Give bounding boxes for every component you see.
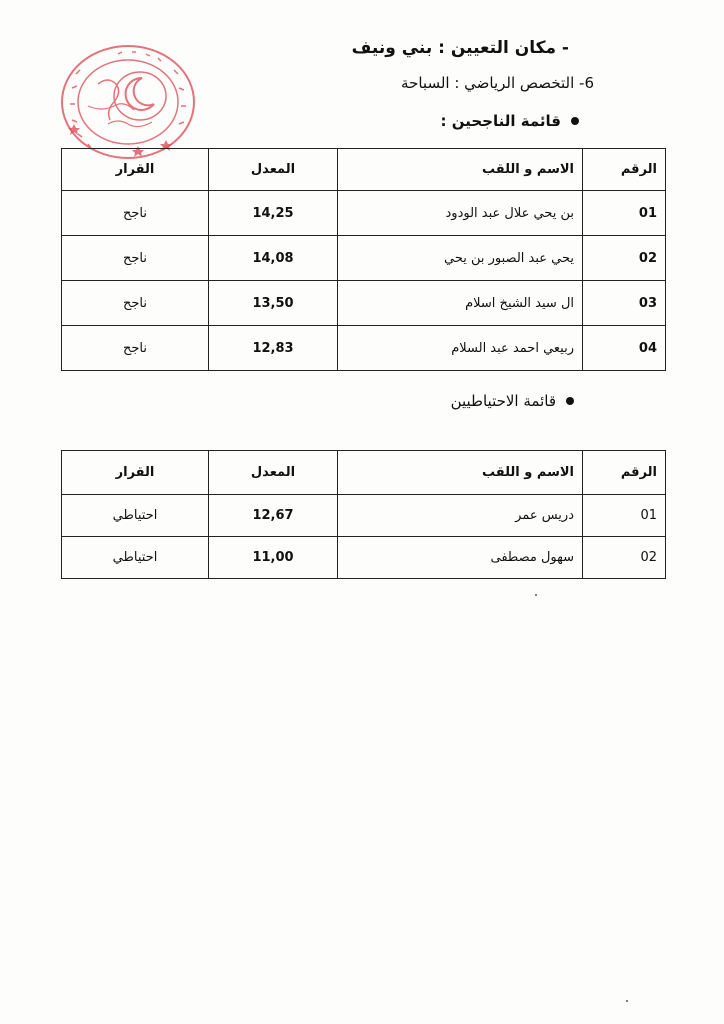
sport-specialty-line: 6- التخصص الرياضي : السباحة <box>401 74 594 92</box>
winners-heading <box>441 112 579 130</box>
row-average: 14,25 <box>209 191 338 236</box>
table-row <box>62 537 666 579</box>
row-name: سهول مصطفى <box>338 537 583 579</box>
row-number: 01 <box>583 191 666 236</box>
row-decision: احتياطي <box>62 537 209 579</box>
row-average: 14,08 <box>209 236 338 281</box>
row-name: ربيعي احمد عبد السلام <box>338 326 583 371</box>
table-row <box>62 191 666 236</box>
column-header-decision: القرار <box>62 451 209 495</box>
bullet-icon <box>571 117 579 125</box>
row-decision: ناجح <box>62 326 209 371</box>
scan-speck <box>626 1000 628 1002</box>
reserves-heading <box>451 392 574 410</box>
reserves-heading-text: قائمة الاحتياطيين <box>450 392 556 410</box>
table-row <box>62 281 666 326</box>
column-header-number: الرقم <box>583 451 666 495</box>
row-average: 13,50 <box>209 281 338 326</box>
row-name: ال سيد الشيخ اسلام <box>338 281 583 326</box>
row-number: 04 <box>583 326 666 371</box>
bullet-icon <box>566 397 574 405</box>
scan-speck <box>535 594 537 596</box>
column-header-number: الرقم <box>583 149 666 191</box>
row-average: 12,67 <box>209 495 338 537</box>
table-row <box>62 326 666 371</box>
row-number: 02 <box>583 537 666 579</box>
reserves-table <box>61 450 666 579</box>
winners-table <box>61 148 666 371</box>
row-average: 11,00 <box>209 537 338 579</box>
winners-heading-text: قائمة الناجحين : <box>440 112 561 130</box>
column-header-decision: القرار <box>62 149 209 191</box>
row-decision: ناجح <box>62 236 209 281</box>
row-number: 01 <box>583 495 666 537</box>
row-decision: ناجح <box>62 191 209 236</box>
row-number: 02 <box>583 236 666 281</box>
column-header-average: المعدل <box>209 451 338 495</box>
row-number: 03 <box>583 281 666 326</box>
table-header-row <box>62 149 666 191</box>
row-name: دريس عمر <box>338 495 583 537</box>
row-name: بن يحي علال عبد الودود <box>338 191 583 236</box>
table-row <box>62 236 666 281</box>
row-name: يحي عبد الصبور بن يحي <box>338 236 583 281</box>
column-header-average: المعدل <box>209 149 338 191</box>
row-average: 12,83 <box>209 326 338 371</box>
column-header-name: الاسم و اللقب <box>338 149 583 191</box>
column-header-name: الاسم و اللقب <box>338 451 583 495</box>
row-decision: احتياطي <box>62 495 209 537</box>
official-seal-icon <box>58 44 198 164</box>
assignment-place-line: - مكان التعيين : بني ونيف <box>351 38 569 58</box>
table-header-row <box>62 451 666 495</box>
table-row <box>62 495 666 537</box>
row-decision: ناجح <box>62 281 209 326</box>
